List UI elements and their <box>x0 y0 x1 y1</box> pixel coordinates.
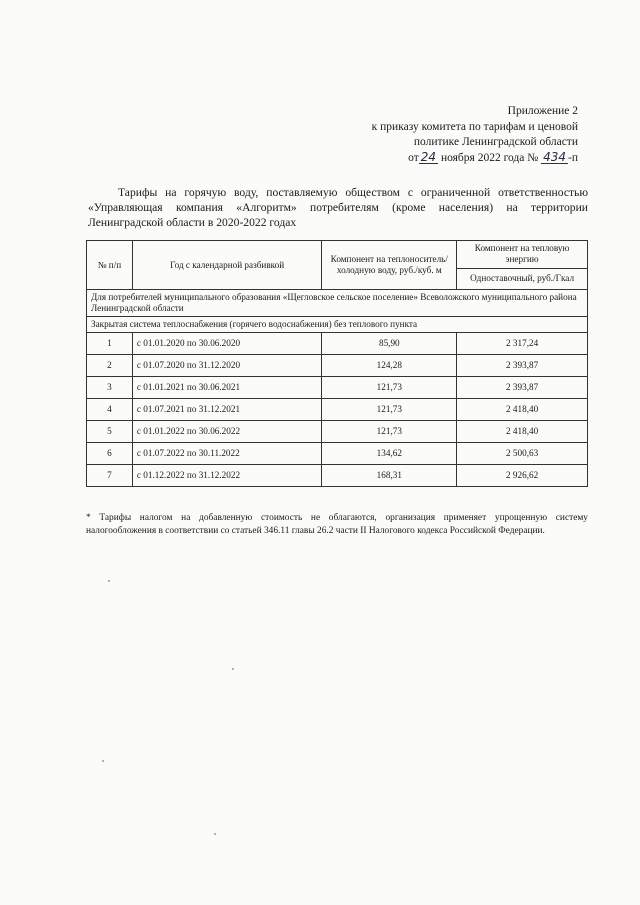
row-coolant: 121,73 <box>322 377 457 399</box>
row-energy: 2 393,87 <box>457 355 588 377</box>
row-period: с 01.01.2022 по 30.06.2022 <box>132 421 322 443</box>
order-day: 24 <box>420 149 437 164</box>
row-energy: 2 500,63 <box>457 443 588 465</box>
table-header-row <box>87 241 588 269</box>
row-num: 3 <box>87 377 133 399</box>
row-energy: 2 393,87 <box>457 377 588 399</box>
row-num: 2 <box>87 355 133 377</box>
table-row <box>87 465 588 487</box>
row-num: 7 <box>87 465 133 487</box>
annex-line-1: к приказу комитета по тарифам и ценовой <box>371 120 578 133</box>
group-row <box>87 290 588 317</box>
row-coolant: 85,90 <box>322 333 457 355</box>
row-energy: 2 926,62 <box>457 465 588 487</box>
row-energy: 2 418,40 <box>457 399 588 421</box>
scan-speck <box>102 760 104 762</box>
order-prefix: от <box>408 151 419 164</box>
scan-speck <box>232 668 234 670</box>
row-period: с 01.07.2021 по 31.12.2021 <box>132 399 322 421</box>
row-period: с 01.07.2022 по 30.11.2022 <box>132 443 322 465</box>
table-row <box>87 355 588 377</box>
row-coolant: 168,31 <box>322 465 457 487</box>
scan-speck <box>214 833 216 835</box>
table-row <box>87 399 588 421</box>
row-coolant: 124,28 <box>322 355 457 377</box>
header-period: Год с календарной разбивкой <box>132 241 322 290</box>
row-period: с 01.12.2022 по 31.12.2022 <box>132 465 322 487</box>
row-num: 5 <box>87 421 133 443</box>
row-num: 1 <box>87 333 133 355</box>
annex-header <box>330 104 578 166</box>
row-energy: 2 317,24 <box>457 333 588 355</box>
scan-speck <box>108 580 110 582</box>
header-num: № п/п <box>87 241 133 290</box>
header-coolant: Компонент на теплоноситель/ холодную воду, руб./куб. м <box>322 241 457 290</box>
order-line <box>330 151 578 167</box>
header-energy: Компонент на тепловую энергию <box>457 241 588 269</box>
row-energy: 2 418,40 <box>457 421 588 443</box>
row-num: 6 <box>87 443 133 465</box>
row-coolant: 121,73 <box>322 421 457 443</box>
group-row <box>87 317 588 333</box>
row-period: с 01.01.2020 по 30.06.2020 <box>132 333 322 355</box>
header-energy-sub: Одноставочный, руб./Гкал <box>457 268 588 289</box>
row-coolant: 134,62 <box>322 443 457 465</box>
annex-line-2: политике Ленинградской области <box>413 136 578 148</box>
row-period: с 01.07.2020 по 31.12.2020 <box>132 355 322 377</box>
annex-title: Приложение 2 <box>507 105 578 117</box>
row-period: с 01.01.2021 по 30.06.2021 <box>132 377 322 399</box>
row-coolant: 121,73 <box>322 399 457 421</box>
group-system: Закрытая система теплоснабжения (горячего водоснабжения) без теплового пункта <box>87 317 588 333</box>
table-row <box>87 377 588 399</box>
group-consumers: Для потребителей муниципального образования «Щегловское сельское поселение» Всеволожского муниципального района Ленинградской области <box>87 290 588 317</box>
table-row <box>87 333 588 355</box>
row-num: 4 <box>87 399 133 421</box>
order-number: 434 <box>543 149 567 164</box>
table-row <box>87 443 588 465</box>
table-row <box>87 421 588 443</box>
document-title: Тарифы на горячую воду, поставляемую обществом с ограниченной ответственностью «Управляющая компания «Алгоритм» потребителям (кроме населения) на территории Ленинградской области в 2020-2022 годах <box>88 186 588 229</box>
footnote: * Тарифы налогом на добавленную стоимость не облагаются, организация применяет упрощенную систему налогообложения в соответствии со статьей 346.11 главы 26.2 части II Налогового кодекса Российской Федерации. <box>86 513 588 536</box>
order-month-year: ноября 2022 года № <box>440 151 539 164</box>
tariff-table <box>86 240 588 487</box>
order-suffix: -п <box>568 151 578 164</box>
